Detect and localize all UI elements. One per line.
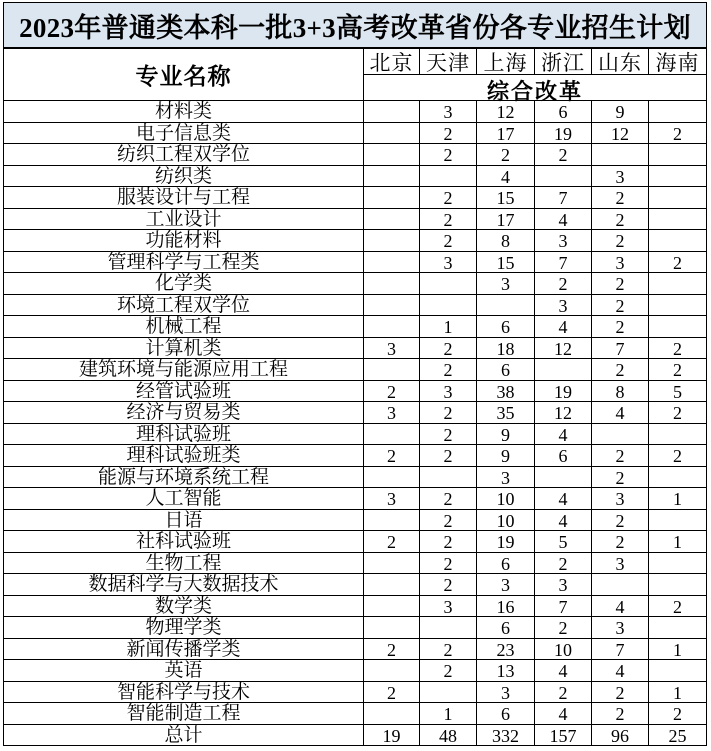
enrollment-cell-shanghai: 3: [477, 467, 535, 488]
enrollment-cell-hainan: [649, 209, 706, 230]
table-row: [4, 144, 706, 166]
enrollment-cell-shandong: 4: [592, 596, 649, 617]
enrollment-cell-shandong: [592, 424, 649, 445]
enrollment-cell-zhejiang: [535, 467, 592, 488]
total-cell-shandong: 96: [592, 725, 649, 746]
enrollment-cell-shandong: 2: [592, 230, 649, 251]
enrollment-cell-tianjin: 3: [420, 596, 477, 617]
enrollment-cell-shanghai: 3: [477, 682, 535, 703]
enrollment-cell-tianjin: 2: [420, 424, 477, 445]
table-row: [4, 660, 706, 682]
enrollment-cell-shanghai: 13: [477, 660, 535, 681]
enrollment-cell-beijing: [364, 553, 420, 574]
major-name-cell: 理科试验班: [4, 424, 364, 445]
table-row: [4, 488, 706, 510]
enrollment-cell-shandong: [592, 574, 649, 595]
enrollment-cell-beijing: [364, 316, 420, 337]
enrollment-cell-shanghai: 3: [477, 574, 535, 595]
enrollment-cell-beijing: 2: [364, 381, 420, 402]
enrollment-cell-beijing: [364, 574, 420, 595]
enrollment-cell-hainan: [649, 553, 706, 574]
enrollment-cell-zhejiang: [535, 166, 592, 187]
table-row: [4, 531, 706, 553]
major-name-cell: 新闻传播学类: [4, 639, 364, 660]
enrollment-cell-tianjin: 3: [420, 381, 477, 402]
major-name-cell: 电子信息类: [4, 123, 364, 144]
enrollment-cell-hainan: 2: [673, 704, 682, 725]
major-name-cell: 英语: [4, 660, 364, 681]
enrollment-cell-shanghai: 15: [477, 187, 535, 208]
enrollment-cell-beijing: [364, 273, 420, 294]
enrollment-cell-hainan: [649, 617, 706, 638]
enrollment-cell-shanghai: 16: [477, 596, 535, 617]
table-title: 2023年普通类本科一批3+3高考改革省份各专业招生计划: [3, 2, 707, 49]
major-name-cell: 计算机类: [4, 338, 364, 359]
enrollment-cell-hainan: [649, 295, 706, 316]
enrollment-cell-tianjin: 2: [420, 510, 477, 531]
table-row: [4, 230, 706, 252]
enrollment-cell-zhejiang: 3: [535, 295, 592, 316]
enrollment-cell-beijing: [364, 166, 420, 187]
total-cell-zhejiang: 157: [535, 725, 592, 746]
major-name-cell: 智能科学与技术: [4, 682, 364, 703]
enrollment-cell-tianjin: 3: [420, 252, 477, 273]
enrollment-cell-beijing: [364, 209, 420, 230]
enrollment-cell-zhejiang: 19: [535, 123, 592, 144]
enrollment-cell-shandong: 2: [592, 187, 649, 208]
enrollment-cell-hainan: 5: [673, 381, 682, 402]
major-name-cell: 生物工程: [4, 553, 364, 574]
enrollment-cell-shanghai: 2: [477, 144, 535, 165]
enrollment-cell-tianjin: 2: [420, 209, 477, 230]
enrollment-cell-zhejiang: 2: [535, 144, 592, 165]
enrollment-cell-tianjin: 2: [420, 488, 477, 509]
enrollment-cell-hainan: 1: [673, 489, 682, 510]
enrollment-cell-hainan: 1: [673, 682, 682, 703]
total-label: 总计: [4, 725, 364, 746]
enrollment-cell-zhejiang: 12: [535, 338, 592, 359]
enrollment-cell-shandong: 2: [592, 209, 649, 230]
enrollment-cell-beijing: [364, 359, 420, 380]
enrollment-cell-shandong: 2: [592, 467, 649, 488]
enrollment-cell-shanghai: 35: [477, 402, 535, 423]
enrollment-cell-hainan: [649, 187, 706, 208]
enrollment-cell-beijing: [364, 187, 420, 208]
enrollment-cell-hainan: 1: [673, 532, 682, 553]
enrollment-cell-shanghai: 6: [477, 703, 535, 724]
enrollment-cell-zhejiang: 6: [535, 445, 592, 466]
enrollment-cell-shandong: 12: [592, 123, 649, 144]
enrollment-cell-shandong: 3: [592, 617, 649, 638]
enrollment-cell-tianjin: [420, 166, 477, 187]
table-row: [4, 639, 706, 661]
enrollment-cell-shanghai: 12: [477, 101, 535, 122]
enrollment-cell-hainan: [649, 510, 706, 531]
major-name-cell: 纺织类: [4, 166, 364, 187]
major-name-cell: 环境工程双学位: [4, 295, 364, 316]
enrollment-cell-beijing: [364, 660, 420, 681]
major-name-cell: 数据科学与大数据技术: [4, 574, 364, 595]
table-row: [4, 316, 706, 338]
enrollment-cell-shanghai: 6: [477, 617, 535, 638]
enrollment-cell-zhejiang: 12: [535, 402, 592, 423]
enrollment-table: [3, 49, 707, 746]
enrollment-cell-shandong: 2: [592, 295, 649, 316]
enrollment-cell-shandong: 2: [592, 359, 649, 380]
enrollment-cell-shanghai: 3: [477, 273, 535, 294]
enrollment-cell-zhejiang: 4: [535, 488, 592, 509]
enrollment-cell-hainan: 1: [673, 639, 682, 660]
major-name-cell: 化学类: [4, 273, 364, 294]
major-name-cell: 服装设计与工程: [4, 187, 364, 208]
enrollment-cell-shanghai: 9: [477, 424, 535, 445]
enrollment-cell-shandong: 9: [592, 101, 649, 122]
enrollment-cell-zhejiang: 4: [535, 510, 592, 531]
enrollment-cell-tianjin: [420, 467, 477, 488]
table-row: [4, 273, 706, 295]
enrollment-cell-beijing: 3: [364, 338, 420, 359]
enrollment-cell-tianjin: 2: [420, 574, 477, 595]
table-row: [4, 445, 706, 467]
major-name-cell: 管理科学与工程类: [4, 252, 364, 273]
enrollment-cell-shandong: [592, 144, 649, 165]
total-row: [4, 725, 706, 747]
enrollment-cell-beijing: [364, 510, 420, 531]
table-row: [4, 166, 706, 188]
major-name-cell: 材料类: [4, 101, 364, 122]
enrollment-cell-hainan: [649, 166, 706, 187]
table-row: [4, 295, 706, 317]
table-header: [4, 49, 706, 104]
major-name-cell: 纺织工程双学位: [4, 144, 364, 165]
table-row: [4, 187, 706, 209]
enrollment-cell-zhejiang: 6: [535, 101, 592, 122]
major-name-cell: 理科试验班类: [4, 445, 364, 466]
enrollment-cell-shandong: 2: [592, 445, 649, 466]
enrollment-cell-beijing: 2: [364, 682, 420, 703]
total-cell-beijing: 19: [364, 725, 420, 746]
table-row: [4, 402, 706, 424]
enrollment-cell-zhejiang: 4: [535, 424, 592, 445]
enrollment-cell-shanghai: [477, 295, 535, 316]
major-name-cell: 社科试验班: [4, 531, 364, 552]
reform-group-header: 综合改革: [486, 79, 583, 104]
enrollment-cell-beijing: 2: [364, 639, 420, 660]
enrollment-cell-shanghai: 8: [477, 230, 535, 251]
enrollment-cell-shandong: 2: [592, 510, 649, 531]
total-cell-shanghai: 332: [477, 725, 535, 746]
enrollment-cell-shandong: 3: [592, 488, 649, 509]
enrollment-cell-tianjin: 2: [420, 187, 477, 208]
enrollment-cell-tianjin: 3: [420, 101, 477, 122]
enrollment-cell-hainan: [649, 316, 706, 337]
enrollment-cell-shanghai: 15: [477, 252, 535, 273]
enrollment-cell-tianjin: 2: [420, 338, 477, 359]
enrollment-cell-beijing: [364, 101, 420, 122]
enrollment-cell-hainan: 2: [673, 403, 682, 424]
enrollment-cell-tianjin: 2: [420, 639, 477, 660]
column-header-beijing: 北京: [364, 49, 420, 74]
column-header-hainan: 海南: [655, 50, 700, 75]
table-row: [4, 338, 706, 360]
enrollment-cell-beijing: 2: [364, 445, 420, 466]
enrollment-cell-beijing: [364, 144, 420, 165]
table-row: [4, 424, 706, 446]
enrollment-cell-hainan: [649, 144, 706, 165]
table-row: [4, 510, 706, 532]
enrollment-cell-tianjin: 2: [420, 531, 477, 552]
enrollment-cell-shandong: 2: [592, 316, 649, 337]
enrollment-cell-hainan: 2: [673, 596, 682, 617]
table-row: [4, 252, 706, 274]
major-name-cell: 日语: [4, 510, 364, 531]
enrollment-cell-beijing: [364, 252, 420, 273]
enrollment-cell-beijing: [364, 230, 420, 251]
table-row: [4, 209, 706, 231]
enrollment-cell-shanghai: 38: [477, 381, 535, 402]
major-name-cell: 经管试验班: [4, 381, 364, 402]
enrollment-cell-tianjin: 1: [420, 316, 477, 337]
enrollment-cell-shandong: 2: [592, 703, 649, 724]
major-name-header: 专业名称: [4, 49, 364, 100]
enrollment-cell-tianjin: 2: [420, 553, 477, 574]
enrollment-cell-hainan: [649, 424, 706, 445]
enrollment-cell-zhejiang: 19: [535, 381, 592, 402]
column-header-zhejiang: 浙江: [535, 49, 592, 74]
enrollment-cell-shandong: 2: [592, 682, 649, 703]
table-row: [4, 359, 706, 381]
enrollment-cell-zhejiang: 2: [535, 273, 592, 294]
enrollment-cell-zhejiang: 4: [535, 316, 592, 337]
enrollment-cell-shandong: 4: [592, 660, 649, 681]
enrollment-cell-zhejiang: 3: [535, 574, 592, 595]
enrollment-cell-zhejiang: 5: [535, 531, 592, 552]
enrollment-cell-zhejiang: 4: [535, 209, 592, 230]
enrollment-cell-shanghai: 17: [477, 123, 535, 144]
enrollment-cell-zhejiang: 4: [535, 660, 592, 681]
major-name-cell: 建筑环境与能源应用工程: [4, 359, 364, 380]
enrollment-cell-shandong: 8: [592, 381, 649, 402]
enrollment-cell-shandong: 7: [592, 338, 649, 359]
enrollment-cell-beijing: [364, 617, 420, 638]
enrollment-cell-tianjin: 2: [420, 230, 477, 251]
enrollment-cell-hainan: [649, 230, 706, 251]
enrollment-cell-hainan: [649, 467, 706, 488]
enrollment-cell-zhejiang: 10: [535, 639, 592, 660]
table-row: [4, 617, 706, 639]
enrollment-cell-shandong: 3: [592, 252, 649, 273]
enrollment-cell-hainan: [649, 660, 706, 681]
enrollment-cell-hainan: 2: [673, 446, 682, 467]
enrollment-cell-tianjin: 2: [420, 123, 477, 144]
table-row: [4, 123, 706, 145]
enrollment-cell-tianjin: 2: [420, 359, 477, 380]
enrollment-cell-beijing: [364, 295, 420, 316]
enrollment-cell-zhejiang: 2: [535, 682, 592, 703]
enrollment-cell-tianjin: [420, 295, 477, 316]
province-header-row: [364, 49, 706, 75]
enrollment-cell-shandong: 4: [592, 402, 649, 423]
enrollment-cell-shandong: 2: [592, 531, 649, 552]
enrollment-cell-shanghai: 17: [477, 209, 535, 230]
major-name-cell: 数学类: [4, 596, 364, 617]
enrollment-cell-shandong: 3: [592, 166, 649, 187]
enrollment-cell-zhejiang: 7: [535, 187, 592, 208]
enrollment-cell-tianjin: [420, 273, 477, 294]
enrollment-cell-shanghai: 19: [477, 531, 535, 552]
enrollment-cell-beijing: [364, 467, 420, 488]
enrollment-cell-zhejiang: 7: [535, 596, 592, 617]
enrollment-cell-hainan: [649, 101, 706, 122]
column-header-shanghai: 上海: [477, 49, 535, 74]
table-row: [4, 574, 706, 596]
province-header-group: [364, 49, 706, 104]
enrollment-cell-zhejiang: [535, 359, 592, 380]
enrollment-cell-zhejiang: 3: [535, 230, 592, 251]
table-row: [4, 703, 706, 725]
table-row: [4, 467, 706, 489]
table-row: [4, 553, 706, 575]
table-row: [4, 381, 706, 403]
total-cell-hainan: 25: [668, 725, 687, 746]
enrollment-cell-shanghai: 9: [477, 445, 535, 466]
enrollment-cell-tianjin: [420, 617, 477, 638]
enrollment-cell-tianjin: [420, 682, 477, 703]
enrollment-cell-beijing: [364, 123, 420, 144]
enrollment-cell-beijing: 2: [364, 531, 420, 552]
enrollment-cell-hainan: 2: [673, 252, 682, 273]
enrollment-cell-shandong: 7: [592, 639, 649, 660]
enrollment-cell-shanghai: 10: [477, 488, 535, 509]
major-name-cell: 能源与环境系统工程: [4, 467, 364, 488]
enrollment-cell-tianjin: 2: [420, 445, 477, 466]
enrollment-cell-zhejiang: 4: [535, 703, 592, 724]
enrollment-cell-shanghai: 23: [477, 639, 535, 660]
enrollment-cell-shanghai: 6: [477, 553, 535, 574]
enrollment-cell-hainan: [649, 273, 706, 294]
table-row: [4, 596, 706, 618]
major-name-cell: 物理学类: [4, 617, 364, 638]
enrollment-cell-beijing: [364, 703, 420, 724]
enrollment-cell-tianjin: 2: [420, 660, 477, 681]
enrollment-cell-hainan: 2: [673, 360, 682, 381]
enrollment-cell-beijing: [364, 596, 420, 617]
enrollment-cell-shanghai: 4: [477, 166, 535, 187]
enrollment-cell-tianjin: 2: [420, 144, 477, 165]
enrollment-cell-shandong: 2: [592, 273, 649, 294]
major-name-cell: 工业设计: [4, 209, 364, 230]
enrollment-cell-shanghai: 10: [477, 510, 535, 531]
major-name-cell: 人工智能: [4, 488, 364, 509]
enrollment-cell-hainan: 2: [673, 338, 682, 359]
enrollment-cell-zhejiang: 7: [535, 252, 592, 273]
major-name-cell: 功能材料: [4, 230, 364, 251]
enrollment-cell-hainan: 2: [673, 123, 682, 144]
enrollment-cell-tianjin: 1: [420, 703, 477, 724]
enrollment-cell-zhejiang: 2: [535, 617, 592, 638]
enrollment-cell-tianjin: 2: [420, 402, 477, 423]
table-row: [4, 101, 706, 123]
enrollment-cell-shanghai: 6: [477, 316, 535, 337]
enrollment-cell-shanghai: 6: [477, 359, 535, 380]
enrollment-cell-hainan: [649, 574, 706, 595]
major-name-cell: 经济与贸易类: [4, 402, 364, 423]
major-name-cell: 智能制造工程: [4, 703, 364, 724]
table-body: [4, 101, 706, 746]
enrollment-cell-zhejiang: 2: [535, 553, 592, 574]
enrollment-cell-shanghai: 18: [477, 338, 535, 359]
enrollment-cell-beijing: [364, 424, 420, 445]
major-name-cell: 机械工程: [4, 316, 364, 337]
column-header-tianjin: 天津: [420, 49, 477, 74]
enrollment-cell-beijing: 3: [364, 402, 420, 423]
table-row: [4, 682, 706, 704]
total-cell-tianjin: 48: [420, 725, 477, 746]
enrollment-cell-beijing: 3: [364, 488, 420, 509]
enrollment-cell-shandong: 3: [592, 553, 649, 574]
column-header-shandong: 山东: [592, 49, 649, 74]
